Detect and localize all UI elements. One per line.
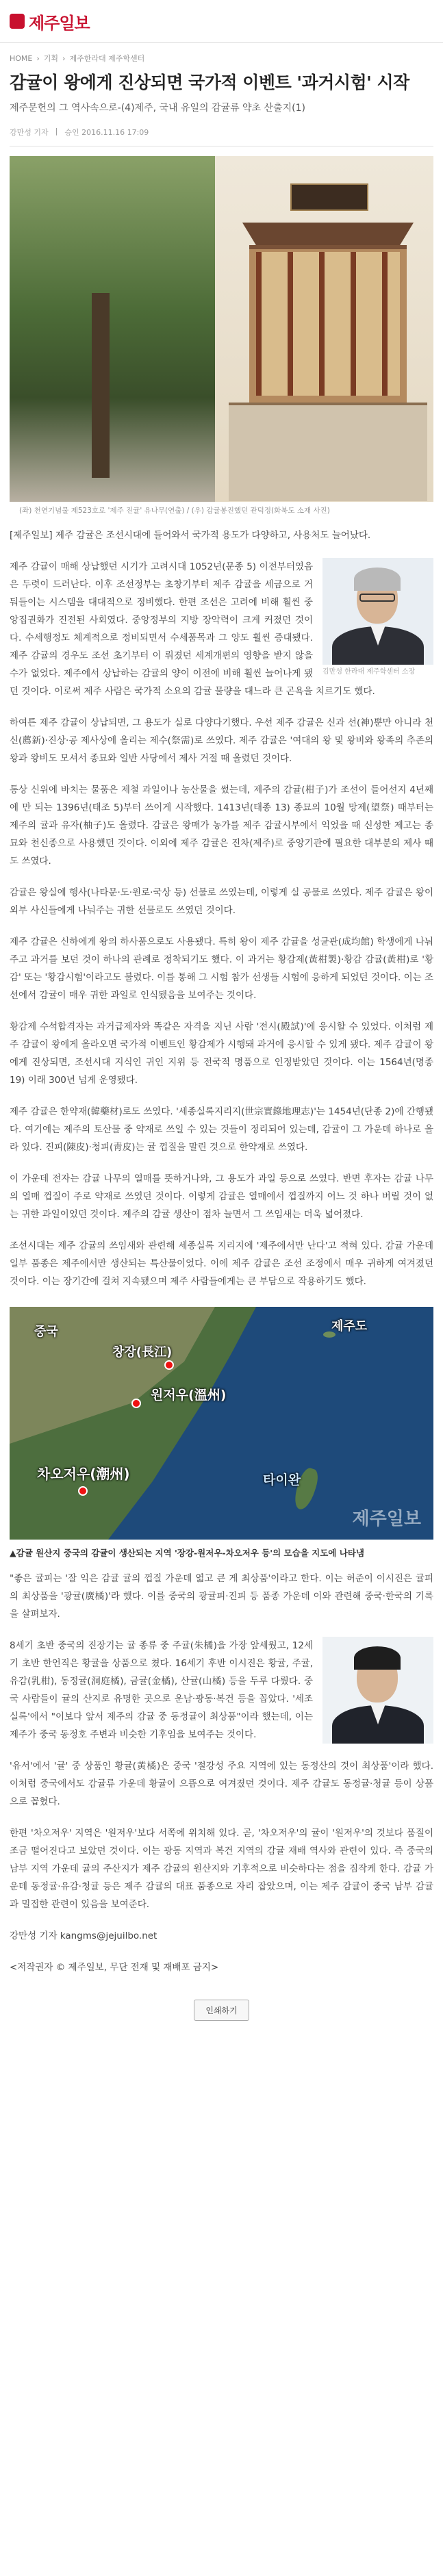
- paragraph: 통상 신위에 바치는 물품은 제철 과일이나 농산물을 썼는데, 제주의 감귤(柑子)가 조선이 들어선지 4년째에 만 되는 1396년(태조 5)부터 쓰이게 시작했다. 1413년(태종 13) 종묘의 10월 망제(望祭) 때부터는 제주의 귤과 유자(柚子)도 올렸다. 감귤은 왕매가 농가를 제주 감귤시부에서 익었을 때 신성한 제고는 종묘와 천신종으로 사용했던 것이다. 이외에 제주 감귤은 진차(제주)로 중앙기관에 필요한 대부분의 제사 때도 쓰였다.: [10, 785, 433, 867]
- author-figure: [322, 558, 433, 677]
- map-label-chaozhou: 차오저우(潮州): [37, 1466, 130, 1482]
- paragraph: 감귤은 왕실에 행사(나타문·도·원로·국상 등) 선물로 쓰였는데, 이렇게 실 공물로 쓰였다. 제주 감귤은 왕이 외부 사신들에게 나눠주는 귀한 선물로도 쓰였던 것이다.: [10, 887, 433, 916]
- map-pin-icon: [78, 1486, 88, 1496]
- article-meta: [10, 127, 433, 146]
- article-author: 강만성 기자: [10, 128, 49, 138]
- breadcrumb: [10, 53, 433, 64]
- meta-divider: |: [55, 127, 58, 136]
- author-figure-caption: 김만성 한라대 제주학센터 소장: [322, 668, 416, 676]
- paragraph: 조선시대는 제주 감귤의 쓰임새와 관련해 세종실록 지리지에 '제주에서만 난다'고 적혀 있다. 감귤 가운데 일부 품종은 제주에서만 생산되는 특산물이었다. 이에 제주 감귤은 조선 조정에서 매우 귀하게 여겨졌던 것이다. 이는 장기간에 걸쳐 지속됐으며 제주 사람들에게는 큰 부담으로 작용하기도 했다.: [10, 1240, 433, 1287]
- breadcrumb-subsection[interactable]: 제주한라대 제주학센터: [69, 54, 145, 63]
- paragraph: 제주 감귤이 매해 상납했던 시기가 고려시대 1052년(문종 5) 이전부터였음은 두렷이 드러난다. 이후 조선정부는 초창기부터 제주 감귤을 세금으로 거둬들이는 시스템을 대대적으로 정비했다. 한편 조선은 고려에 비해 훨씬 중앙집권화가 진전된 사회였다. 중앙정부의 지방 장악력이 크게 커졌던 것이다. 수세행정도 체계적으로 정비되면서 수세품목과 그 양도 훨씬 증대됐다. 제주 감귤의 경우도 조선 초기부터 이 뤄졌던 세계개편의 영향을 받지 않을 수가 없었다. 제주에서 상납하는 감귤의 양이 이전에 비해 훨씬 늘어나게 됐던 것이다. 이로써 제주 사람은 국가적 소요의 감귤 물량을 대느라 큰 곤욕을 치르기도 했다.: [10, 561, 375, 697]
- paragraph: '유서'에서 '귤' 중 상품인 황귤(黃橘)은 중국 '절강성 주요 지역에 있는 동정산의 것이 최상품'이라 했다. 이처럼 중국에서도 감귤류 가운데 황귤이 으뜸으로 여겨졌던 것이다. 제주 감귤도 동정귤·청귤 등이 상품으로 꼽혔다.: [10, 1761, 433, 1807]
- article-date: 승인 2016.11.16 17:09: [64, 128, 149, 138]
- map-label-china: 중국: [34, 1325, 58, 1339]
- author-photo-2: [322, 1637, 433, 1744]
- lead-photo: [10, 156, 433, 502]
- lead-figure-caption: (좌) 천연기념물 제523호로 '제주 진귤' 유나무(연출) / (우) 감귤봉진했던 관덕정(화북도 소재 사진): [19, 507, 330, 515]
- map-label-jeju: 제주도: [331, 1319, 368, 1334]
- paragraph: 한편 '차오저우' 지역은 '원저우'보다 서쪽에 위치해 있다. 곧, '차오저우'의 귤이 '원저우'의 것보다 품질이 조금 떨어진다고 보았던 것이다. 이는 광동 지역과 복건 지역의 감귤 재배 역사와 관련이 있다. 즉 중국의 남부 지역 가운데 귤의 주산지가 제주 감귤의 원산지와 기후적으로 비슷하다는 점을 짐작케 한다. 감귤 가운데 동정귤·유감·청귤 등은 제주 감귤의 대표 품종으로 자리 잡았으며, 이는 제주 감귤이 중국 남부 감귤과 밀접한 관련이 있음을 보여준다.: [10, 1828, 433, 1910]
- lead-figure: [10, 156, 433, 517]
- pavilion-wall: [229, 403, 427, 501]
- map-figure: [10, 1307, 433, 1540]
- article-subtitle: 제주문헌의 그 역사속으로-(4)제주, 국내 유일의 감귤류 약초 산출지(1): [10, 103, 305, 114]
- paragraph: 제주 감귤은 한약재(韓藥材)로도 쓰였다. '세종실록지리지(世宗實錄地理志)'는 1454년(단종 2)에 간행됐다. 여기에는 제주의 토산물 중 약재로 쓰일 수 있는 것들이 정리되어 있는데, 감귤이 그 가운데 하나로 올라 있다. 진피(陳皮)·청피(靑皮)는 귤 껍질을 말린 것으로 한약재로 쓰였다.: [10, 1106, 433, 1153]
- tree-photo: [10, 156, 215, 502]
- map-label-wenzhou: 원저우(溫州): [151, 1388, 227, 1403]
- pavilion-columns: [256, 252, 400, 396]
- tree-trunk: [92, 293, 110, 478]
- map-caption: ▲감귤 원산지 중국의 감귤이 생산되는 지역 '장강-원저우-차오저우 등'의 모습을 지도에 나타냄: [10, 1548, 364, 1558]
- article-body-2: [10, 1570, 433, 1976]
- site-header: [0, 0, 443, 43]
- breadcrumb-section[interactable]: 기획: [43, 54, 59, 63]
- paragraph: 제주 감귤은 신하에게 왕의 하사품으로도 사용됐다. 특히 왕이 제주 감귤을 성균관(成均館) 학생에게 나눠주고 과거를 보던 것이 하나의 관례로 정착되기도 했다. 이 과거는 황감제(黃柑製)·황감 감귤(黃柑)로 '황감' 또는 '황감시험'이라고도 불렸다. 이를 통해 그 시험 참가 선생들 시험에 응하게 되었던 것이다. 이는 조선에서 감귤이 매우 귀한 과일로 인식됐음을 보여주는 것이다.: [10, 936, 433, 1001]
- button-row: [0, 2000, 443, 2021]
- map-pin-icon: [164, 1360, 174, 1370]
- article-body: [10, 526, 433, 1290]
- breadcrumb-separator-icon: ›: [62, 53, 66, 63]
- logo-mark-icon: [10, 14, 25, 29]
- pavilion-signboard: [290, 183, 368, 211]
- author-photo: [322, 558, 433, 665]
- logo-text: 제주일보: [29, 13, 90, 33]
- paragraph: 하여튼 제주 감귤이 상납되면, 그 용도가 실로 다양다기했다. 우선 제주 감귤은 신과 선(神)뿐만 아니라 천신(薦新)·진상·공 제사상에 올리는 제수(祭需)로 쓰였다. 제주 감귤은 '여대의 왕 및 왕비와 왕족의 추존의 왕과 왕비도 모셔서 종묘와 일반 사당에서 제사 거절 때 올렸던 것이다.: [10, 717, 433, 764]
- map-label-changjiang: 창장(長江): [112, 1345, 173, 1360]
- print-button[interactable]: 인쇄하기: [194, 2000, 249, 2021]
- map-label-taiwan: 타이완: [263, 1472, 301, 1488]
- paragraph: 황감제 수석합격자는 과거급제자와 똑같은 자격을 지닌 사람 '전시(殿試)'에 응시할 수 있었다. 이처럼 제주 감귤이 왕에게 올라오면 국가적 이벤트인 황감제가 시행돼 과거에 응시할 수 있게 됐다. 제주 감귤이 왕에게 진상되면, 조선시대 지식인 귀인 지위 등 전국적 명품으로 인정받았던 것이다. 이는 1564년(명종 19) 이래 300년 넘게 운영됐다.: [10, 1021, 433, 1086]
- paragraph: 이 가운데 전자는 감귤 나무의 열매를 뜻하거나와, 그 용도가 과일 등으로 쓰였다. 반면 후자는 감귤 나무의 열매 껍질이 주로 약재로 쓰였던 것이다. 이렇게 감귤은 열매에서 껍질까지 어느 것 하나 버릴 것이 없는 귀한 과일이었던 것이다. 제주의 감귤 생산이 점차 늘면서 그 쓰임새는 더욱 넓어졌다.: [10, 1173, 433, 1220]
- site-logo[interactable]: [10, 10, 90, 34]
- article-title: 감귤이 왕에게 진상되면 국가적 이벤트 '과거시험' 시작: [10, 73, 409, 92]
- reporter-signature: 강만성 기자 kangms@jejuilbo.net: [10, 1930, 157, 1941]
- paragraph: 8세기 초반 중국의 진장기는 귤 종류 중 주귤(朱橘)을 가장 앞세웠고, 12세기 초반 한언직은 황귤을 상품으로 쳤다. 16세기 후반 이시진은 황귤, 주귤, 유감(乳柑), 동정귤(洞庭橘), 금귤(金橘), 산귤(山橘) 등을 두루 다뤘다. 중국 사람들이 귤의 산지로 유명한 곳으로 운남·광동·복건 등을 꼽았다. '세조실록'에서 "이보다 앞서 제주의 감귤 중 동정귤이 최상품"이라 했는데, 이는 제주가 중국 동정호 주변과 비슷한 기후임을 보여주는 것이다.: [10, 1640, 313, 1740]
- breadcrumb-home[interactable]: HOME: [10, 53, 33, 63]
- breadcrumb-separator-icon: ›: [36, 53, 40, 63]
- paragraph: [제주일보] 제주 감귤은 조선시대에 들어와서 국가적 용도가 다양하고, 사용처도 늘어났다.: [10, 530, 371, 541]
- paragraph: "좋은 귤피는 '잘 익은 감귤 귤의 껍질 가운데 엷고 큰 게 최상품'이라고 한다. 이는 허준이 이시진은 귤피의 최상품을 '광귤(廣橘)'라 했다. 이를 중국의 광귤피·진피 등 품종 가운데 이와 관련해 중국·한국의 기록을 살펴보자.: [10, 1573, 433, 1620]
- map-watermark: 제주일보: [352, 1509, 421, 1529]
- map-pin-icon: [131, 1399, 141, 1408]
- author-figure-2: [322, 1637, 433, 1744]
- copyright-notice: <저작권자 © 제주일보, 무단 전재 및 재배포 금지>: [10, 1962, 219, 1973]
